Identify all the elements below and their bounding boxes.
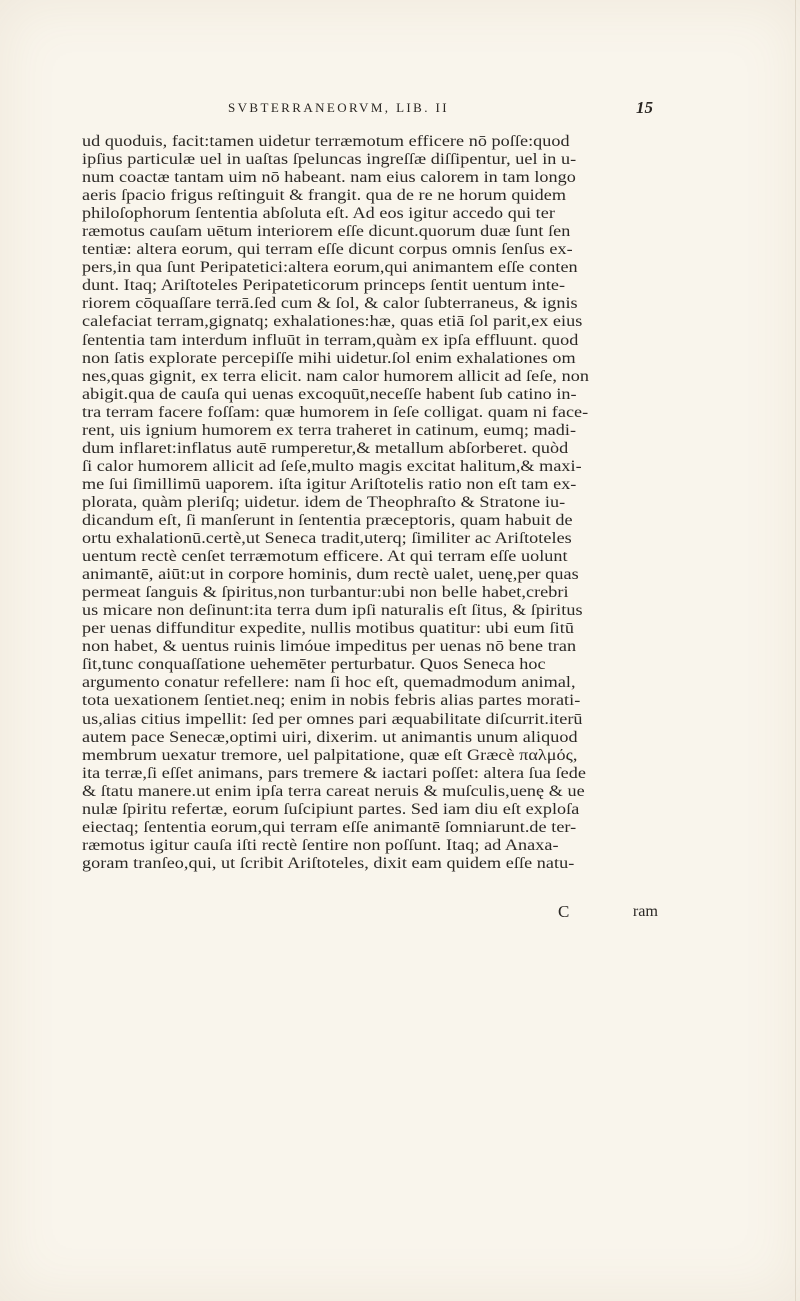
text-line: dicandum eſt, ſi manſerunt in ſententia præceptoris, quam habuit de bbox=[82, 510, 573, 529]
text-line: philoſophorum ſententia abſoluta eſt. Ad eos igitur accedo qui ter bbox=[82, 204, 555, 223]
text-line: us micare non deſinunt:ita terra dum ipſi naturalis eſt ſitus, & ſpiritus bbox=[82, 601, 583, 620]
text-line: ſententia tam interdum influūt in terram,quàm ex ipſa effluunt. quod bbox=[82, 330, 579, 349]
signature-mark: C bbox=[558, 902, 570, 921]
text-line: calefaciat terram,gignatq; exhalationes:hæ, quas etiā ſol parit,ex eius bbox=[82, 312, 583, 331]
text-line: ræmotus igitur cauſa iſti rectè ſentire non poſſunt. Itaq; ad Anaxa- bbox=[82, 835, 559, 854]
text-line: eiectaq; ſententia eorum,qui terram eſſe animantē ſomniarunt.de ter- bbox=[82, 817, 577, 836]
text-line: uentum rectè cenſet terræmotum efficere. At qui terram eſſe uolunt bbox=[82, 547, 568, 566]
text-line: tota uexationem ſentiet.neq; enim in nobis febris alias partes morati- bbox=[82, 691, 581, 710]
footer-line bbox=[82, 902, 658, 924]
text-line: goram tranſeo,qui, ut ſcribit Ariſtoteles, dixit eam quidem eſſe natu- bbox=[82, 853, 575, 872]
text-line: us,alias citius impellit: ſed per omnes pari æquabilitate diſcurrit.iterū bbox=[82, 709, 583, 728]
text-line: aeris ſpacio frigus reſtinguit & frangit. qua de re ne horum quidem bbox=[82, 186, 567, 205]
running-head bbox=[0, 100, 800, 130]
text-line: riorem cōquaſſare terrā.ſed cum & ſol, & calor ſubterraneus, & ignis bbox=[82, 294, 578, 313]
text-line: ud quoduis, facit:tamen uidetur terræmotum efficere nō poſſe:quod bbox=[82, 132, 570, 150]
text-line: pers,in qua ſunt Peripatetici:altera eorum,qui animantem eſſe conten bbox=[82, 258, 578, 277]
catchword: ram bbox=[632, 902, 658, 920]
text-line: ræmotus cauſam uētum interiorem eſſe dicunt.quorum duæ ſunt ſen bbox=[82, 222, 571, 241]
text-line: autem pace Senecæ,optimi uiri, dixerim. ut animantis unum aliquod bbox=[82, 727, 578, 746]
text-line: dum inflaret:inflatus autē rumperetur,& metallum abſorberet. quòd bbox=[82, 438, 569, 457]
text-line: ipſius particulæ uel in uaſtas ſpeluncas ingreſſæ diſſipentur, uel in u- bbox=[82, 150, 577, 169]
text-line: nulæ ſpiritu refertæ, eorum ſuſcipiunt partes. Sed iam diu eſt exploſa bbox=[82, 799, 580, 818]
text-line: & ſtatu manere.ut enim ipſa terra careat neruis & muſculis,uenę & ue bbox=[82, 781, 585, 800]
text-line: abigit.qua de cauſa qui uenas excoquūt,neceſſe habent ſub catino in- bbox=[82, 384, 577, 403]
text-line: argumento conatur refellere: nam ſi hoc eſt, quemadmodum animal, bbox=[82, 673, 576, 692]
text-line: num coactæ tantam uim nō habeant. nam eius calorem in tam longo bbox=[82, 168, 576, 187]
text-line: membrum uexatur tremore, uel palpitatione, quæ eſt Græcè παλμός, bbox=[82, 745, 578, 764]
running-head-title: SVBTERRANEORVM, LIB. II bbox=[228, 100, 449, 115]
text-line: per uenas diffunditur expedite, nullis motibus quatitur: ubi eum ſitū bbox=[82, 619, 574, 638]
text-line: ſi calor humorem allicit ad ſeſe,multo magis excitat halitum,& maxi- bbox=[82, 456, 582, 475]
body-text bbox=[82, 132, 658, 872]
text-line: ſit,tunc conquaſſatione uehemēter perturbatur. Quos Seneca hoc bbox=[82, 655, 546, 674]
text-line: tra terram facere foſſam: quæ humorem in ſeſe colligat. quam ni face- bbox=[82, 402, 589, 421]
text-line: permeat ſanguis & ſpiritus,non turbantur:ubi non belle habet,crebri bbox=[82, 583, 569, 602]
text-line: me ſui ſimillimū uaporem. iſta igitur Ariſtotelis ratio non eſt tam ex- bbox=[82, 474, 577, 493]
text-line: dunt. Itaq; Ariſtoteles Peripateticorum princeps ſentit uentum inte- bbox=[82, 276, 566, 295]
text-line: ortu exhalationū.certè,ut Seneca tradit,uterq; ſimiliter ac Ariſtoteles bbox=[82, 529, 572, 548]
page-edge bbox=[795, 0, 796, 1301]
text-line: rent, uis ignium humorem ex terra traheret in catinum, eumq; madi- bbox=[82, 420, 577, 439]
page-number: 15 bbox=[636, 98, 653, 117]
text-line: plorata, quàm pleriſq; uidetur. idem de Theophraſto & Stratone iu- bbox=[82, 492, 566, 511]
text-line: tentiæ: altera eorum, qui terram eſſe dicunt corpus omnis ſenſus ex- bbox=[82, 240, 573, 259]
text-line: nes,quas gignit, ex terra elicit. nam calor humorem allicit ad ſeſe, non bbox=[82, 366, 589, 385]
text-line: non ſatis explorate percepiſſe mihi uidetur.ſol enim exhalationes om bbox=[82, 348, 576, 367]
text-line: ita terræ,ſi eſſet animans, pars tremere & iactari poſſet: altera ſua ſede bbox=[82, 763, 587, 782]
text-line: animantē, aiūt:ut in corpore hominis, dum rectè ualet, uenę,per quas bbox=[82, 565, 579, 584]
text-line: non habet, & uentus ruinis limóue impeditus per uenas nō bene tran bbox=[82, 637, 577, 656]
